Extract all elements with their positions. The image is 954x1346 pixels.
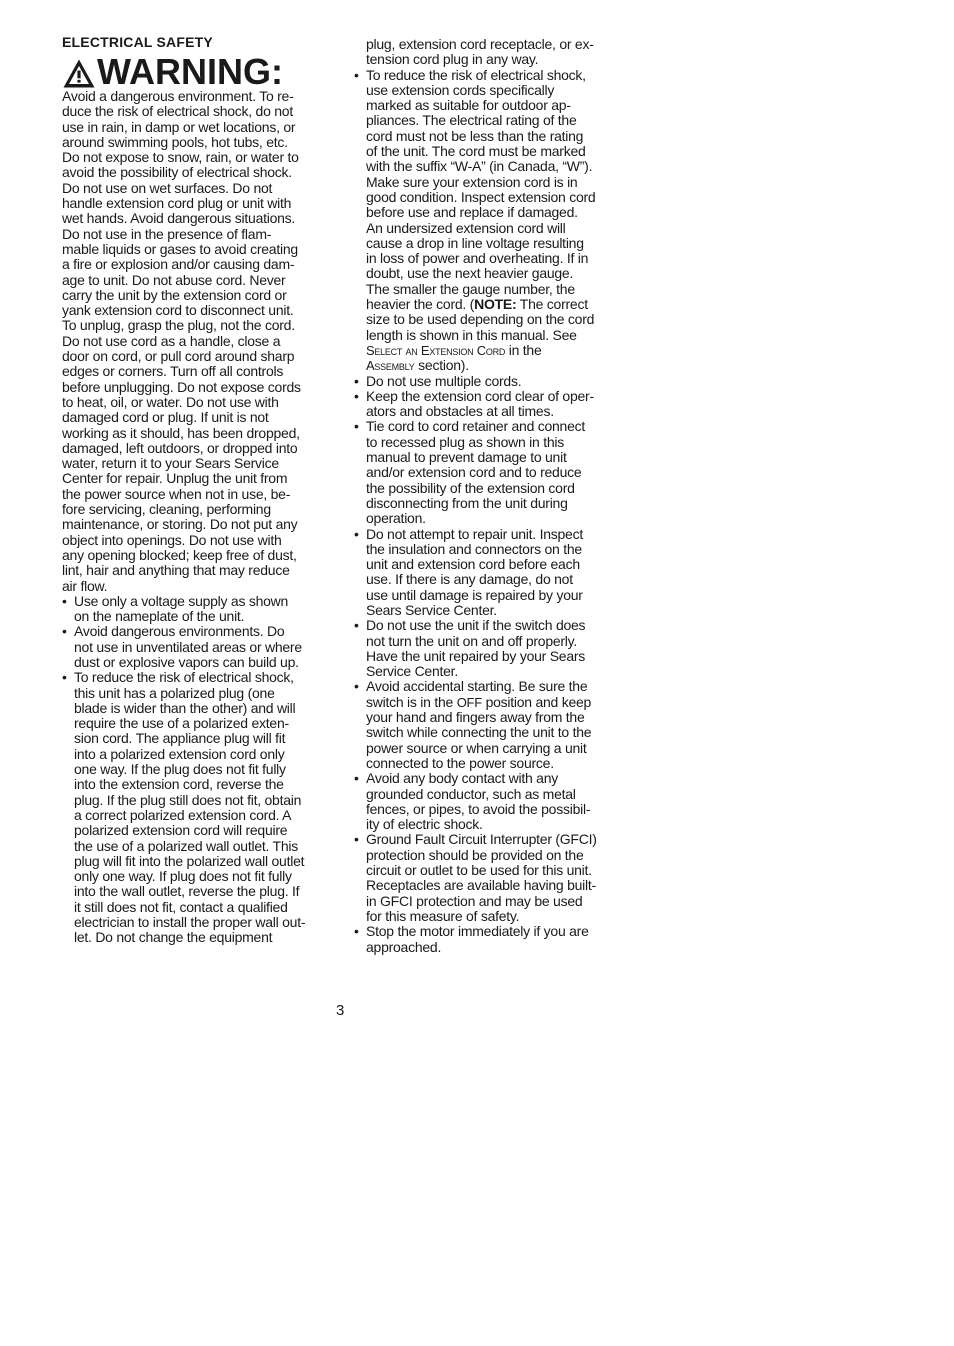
list-item-text: To reduce the risk of electrical shock, use extension cords specifically marked as suitable for outdoor ap- pliances. The electrical rating of the cord must not be less than the rating of the unit. The cord must be marked with the suffix “W-A” (in Canada, “W”). Make sure your extension cord is in good condition. Inspect extension cord before use and replace if damaged. An undersized extension cord will cause a drop in line voltage resulting in loss of power and overheating. If in doubt, use the next heavier gauge. The smaller the gauge number, the heavier the cord. ( [366, 66, 596, 313]
bullet-dot: • [354, 66, 359, 83]
list-item [354, 771, 624, 832]
bullet-dot: • [62, 623, 67, 640]
warning-banner [62, 51, 330, 92]
off-position-label: OFF [456, 694, 482, 710]
list-item-text: To reduce the risk of electrical shock, this unit has a polarized plug (one blade is wider than the other) and will require the use of a polarized exten- sion cord. The appliance plug will fit into a polarized extension cord only one way. If the plug does not fit fully into the extension cord, reverse the plug. If the plug still does not fit, obtain a correct polarized extension cord. A polarized extension cord will require the use of a polarized wall outlet. This plug will fit into the polarized wall outlet only one way. If plug does not fit fully into the wall outlet, reverse the plug. If it still does not fit, contact a qualified electrician to install the proper wall out- let. Do not change the equipment [74, 669, 306, 946]
list-item [62, 670, 330, 945]
warning-title: WARNING: [97, 51, 283, 92]
bullet-dot: • [354, 770, 359, 787]
list-item-text: Stop the motor immediately if you are approached. [366, 923, 589, 955]
list-item-extension-cord [354, 68, 624, 374]
bullet-dot: • [354, 923, 359, 940]
warning-intro-paragraph: Avoid a dangerous environment. To re- duce the risk of electrical shock, do not use in rain, in damp or wet locations, or around swimming pools, hot tubs, etc. Do not expose to snow, rain, or water to avoid the possibility of electrical shock. Do not use on wet surfaces. Do not handle extension cord plug or unit with wet hands. Avoid dangerous situations. Do not use in the presence of flam- mable liquids or gases to avoid creating a fire or explosion and/or causing dam- age to unit. Do not abuse cord. Never carry the unit by the extension cord or yank extension cord to disconnect unit. To unplug, grasp the plug, not the cord. Do not use cord as a handle, close a door on cord, or pull cord around sharp edges or corners. Turn off all controls before unplugging. Do not expose cords to heat, oil, or water. Do not use with damaged cord or plug. If unit is not working as it should, has been dropped, damaged, left outdoors, or dropped into water, return it to your Sears Service Center for repair. Unplug the unit from the power source when not in use, be- fore servicing, cleaning, performing maintenance, or storing. Do not put any object into openings. Do not use with any opening blocked; keep free of dust, lint, hair and anything that may reduce air flow. [62, 88, 301, 594]
section-reference: Assembly [366, 358, 415, 374]
list-item [354, 832, 624, 924]
bullet-dot: • [62, 592, 67, 609]
bullet-dot: • [354, 678, 359, 695]
list-item-text: section). [414, 357, 469, 374]
list-item-text: Do not attempt to repair unit. Inspect the insulation and connectors on the unit and extension cord before each use. If there is any damage, do not use until damage is repaired by your Sears Service Center. [366, 525, 583, 618]
right-column [354, 37, 624, 955]
list-item-text: in the [508, 341, 542, 358]
page-number: 3 [336, 1002, 345, 1019]
left-bullet-list [62, 594, 330, 946]
section-heading: ELECTRICAL SAFETY [62, 34, 213, 50]
list-item-text: The correct size to be used depending on the cord length is shown in this manual. See [366, 296, 595, 343]
list-item [354, 419, 624, 526]
list-item-text: Use only a voltage supply as shown on the nameplate of the unit. [74, 592, 289, 625]
bullet-dot: • [62, 669, 67, 686]
left-column [62, 34, 330, 946]
list-item-text: Avoid accidental starting. Be sure the switch is in the [366, 678, 588, 710]
section-reference: Select an Extension Cord [366, 342, 506, 358]
list-item [62, 624, 330, 670]
bullet-dot: • [354, 525, 359, 542]
bullet-dot: • [354, 387, 359, 404]
list-item [354, 527, 624, 619]
bullet-dot: • [354, 372, 359, 389]
list-item-text: Tie cord to cord retainer and connect to recessed plug as shown in this manual to prevent damage to unit and/or extension cord and to reduce the possibility of the extension cord disconnecting from the unit during operation. [366, 418, 586, 527]
bullet-dot: • [354, 831, 359, 848]
list-item [354, 924, 624, 955]
list-item [354, 618, 624, 679]
list-item-text: position and keep your hand and fingers away from the switch while connecting the unit to the power source or when carrying a unit connected to the power source. [366, 693, 592, 771]
list-item [354, 374, 624, 389]
continuation-paragraph: plug, extension cord receptacle, or ex- tension cord plug in any way. [366, 36, 594, 68]
bullet-dot: • [354, 617, 359, 634]
list-item-text: Keep the extension cord clear of oper- ators and obstacles at all times. [366, 387, 594, 420]
list-item-accidental-start [354, 679, 624, 771]
right-bullet-list [354, 68, 624, 955]
list-item-text: Avoid dangerous environments. Do not use in unventilated areas or where dust or explosive vapors can build up. [74, 623, 302, 670]
bullet-dot: • [354, 418, 359, 435]
list-item-text: Do not use multiple cords. [366, 372, 522, 389]
list-item-text: Avoid any body contact with any grounded conductor, such as metal fences, or pipes, to avoid the possibil- ity of electric shock. [366, 770, 591, 833]
list-item [62, 594, 330, 625]
warning-triangle-icon [62, 58, 96, 89]
note-label: NOTE: [474, 296, 517, 313]
list-item [354, 389, 624, 420]
list-item-text: Ground Fault Circuit Interrupter (GFCI) protection should be provided on the circuit or outlet to be used for this unit. Receptacles are available having built- in GFCI protection and may be used for this measure of safety. [366, 831, 597, 924]
list-item-text: Do not use the unit if the switch does not turn the unit on and off properly. Have the unit repaired by your Sears Service Center. [366, 617, 586, 680]
